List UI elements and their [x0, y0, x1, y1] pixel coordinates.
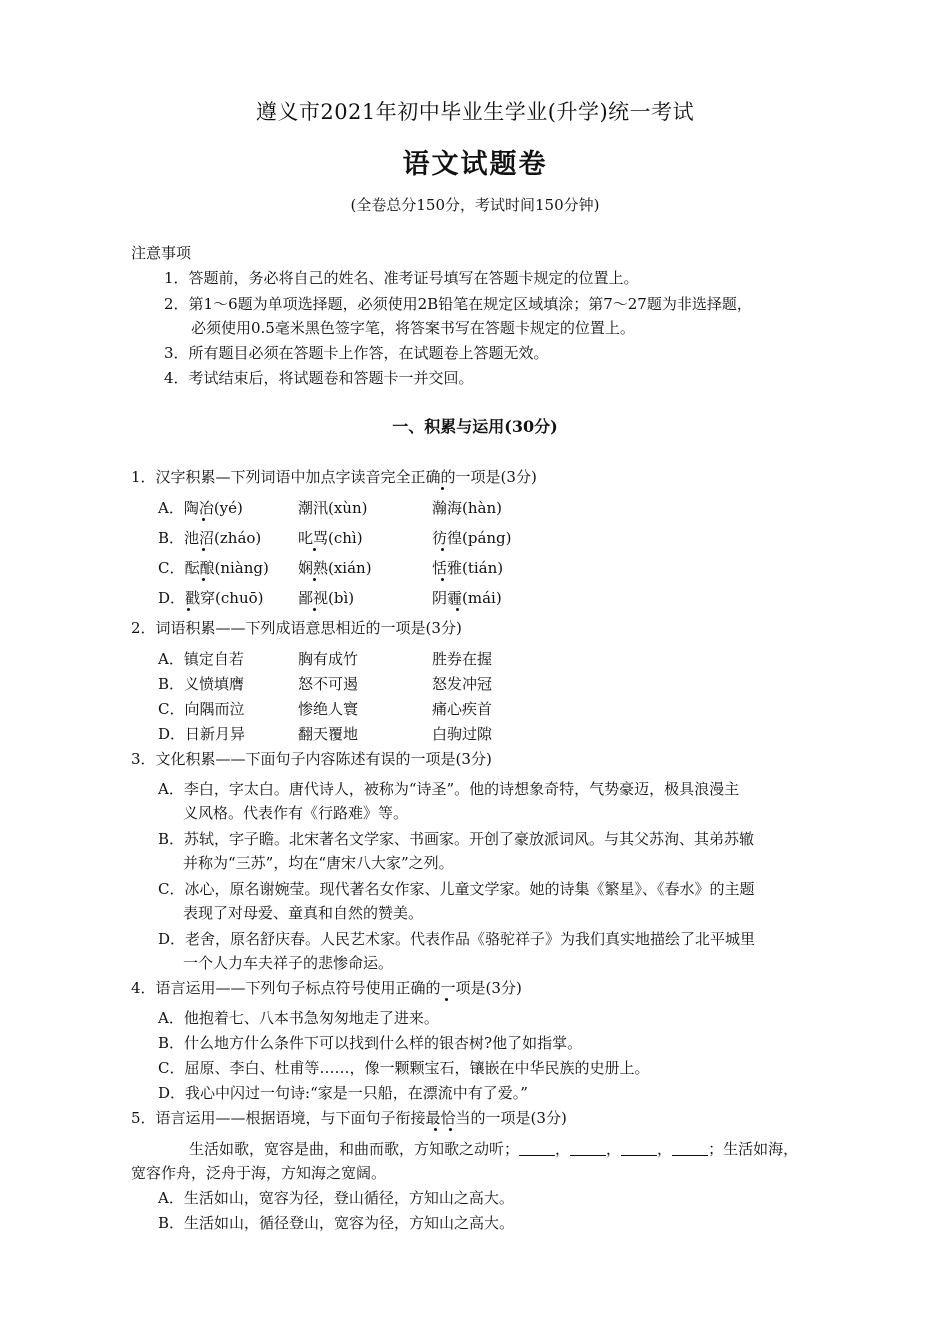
paper-title: 语文试题卷 [402, 149, 548, 180]
emphasis-dot [313, 548, 316, 551]
q5-passage-start: 生活如歌，宽容是曲，和曲而歌，方知歌之动听； [189, 1140, 520, 1158]
q1-option: 瀚海(hàn) [432, 499, 502, 517]
q3-line: 表现了对母爱、童真和自然的赞美。 [183, 904, 424, 922]
q4-option: B．什么地方什么条件下可以找到什么样的银杏树?他了如指掌。 [158, 1034, 583, 1052]
emphasis-dot [313, 608, 316, 611]
q3-line: D．老舍，原名舒庆春。人民艺术家。代表作品《骆驼祥子》为我们真实地描绘了北平城里 [158, 930, 756, 948]
q5-passage-line1 [189, 1139, 798, 1159]
emphasis-dot [202, 518, 205, 521]
note-item: 3．所有题目必须在答题卡上作答，在试题卷上答题无效。 [164, 344, 549, 362]
q2-option: 白驹过隙 [432, 725, 493, 743]
q5-option: B．生活如山，循径登山，宽容为径，方知山之高大。 [158, 1214, 515, 1232]
q1-option: 潮汛(xùn) [298, 499, 368, 517]
q2-option: C．向隅而泣 [158, 700, 245, 718]
q3-line: 一个人力车夫祥子的悲惨命运。 [183, 954, 394, 972]
question-2-stem: 2．词语积累——下列成语意思相近的一项是(3分) [131, 619, 462, 637]
q2-option: 怒不可遏 [298, 675, 359, 693]
q1-option: C．酝酿(niàng) [158, 559, 269, 577]
emphasis-dot [445, 998, 448, 1001]
emphasis-dot [456, 608, 459, 611]
emphasis-dot [313, 578, 316, 581]
q1-option: 恬雅(tián) [432, 559, 504, 577]
q5-separator: ， [657, 1140, 673, 1158]
emphasis-dot [434, 1128, 437, 1131]
emphasis-dot [441, 548, 444, 551]
answer-blank [672, 1141, 708, 1156]
q4-option: C．屈原、李白、杜甫等……，像一颗颗宝石，镶嵌在中华民族的史册上。 [158, 1059, 650, 1077]
q2-option: 怒发冲冠 [432, 675, 493, 693]
note-item: 必须使用0.5毫米黑色签字笔，将答案书写在答题卡规定的位置上。 [191, 319, 635, 337]
q3-line: 义风格。代表作有《行路难》等。 [183, 804, 409, 822]
note-item: 1．答题前，务必将自己的姓名、准考证号填写在答题卡规定的位置上。 [164, 269, 639, 287]
q5-separator: ， [606, 1140, 622, 1158]
q5-option: A．生活如山，宽容为径，登山循径，方知山之高大。 [158, 1189, 514, 1207]
question-4-stem: 4．语言运用——下列句子标点符号使用正确的一项是(3分) [131, 979, 522, 997]
answer-blank [519, 1141, 555, 1156]
q1-option: A．陶冶(yé) [158, 499, 243, 517]
emphasis-dot [449, 1128, 452, 1131]
q1-option: B．池沼(zháo) [158, 529, 262, 547]
emphasis-dot [441, 487, 444, 490]
q4-option: D．我心中闪过一句诗:“家是一只船，在漂流中有了爱。” [158, 1084, 528, 1102]
q3-line: A．李白，字太白。唐代诗人，被称为“诗圣”。他的诗想象奇特，气势豪迈，极具浪漫主 [158, 780, 740, 798]
q1-option: 娴熟(xián) [298, 559, 372, 577]
q5-passage-end: 生活如海， [723, 1140, 799, 1158]
q2-option: 痛心疾首 [432, 700, 493, 718]
q1-option: 叱骂(chì) [298, 529, 363, 547]
note-item: 2．第1～6题为单项选择题，必须使用2B铅笔在规定区域填涂；第7～27题为非选择题， [164, 295, 752, 313]
q3-line: C．冰心，原名谢婉莹。现代著名女作家、儿童文学家。她的诗集《繁星》、《春水》的主题 [158, 880, 755, 898]
question-3-stem: 3．文化积累——下面句子内容陈述有误的一项是(3分) [131, 750, 492, 768]
emphasis-dot [441, 578, 444, 581]
q5-passage-line2: 宽容作舟，泛舟于海，方知海之宽阔。 [131, 1164, 387, 1182]
answer-blank [621, 1141, 657, 1156]
emphasis-dot [202, 548, 205, 551]
q2-option: 惨绝人寰 [298, 700, 359, 718]
emphasis-dot [187, 608, 190, 611]
q2-option: 胜券在握 [432, 650, 493, 668]
question-5-stem: 5．语言运用——根据语境，与下面句子衔接最恰当的一项是(3分) [131, 1109, 567, 1127]
q1-option: 阴霾(mái) [432, 589, 502, 607]
emphasis-dot [202, 578, 205, 581]
exam-title: 遵义市2021年初中毕业生学业(升学)统一考试 [255, 100, 695, 124]
answer-blank [570, 1141, 606, 1156]
q3-line: B．苏轼，字子瞻。北宋著名文学家、书画家。开创了豪放派词风。与其父苏洵、其弟苏辙 [158, 830, 755, 848]
q2-option: 胸有成竹 [298, 650, 359, 668]
q2-option: B．义愤填膺 [158, 675, 245, 693]
q2-option: D．日新月异 [158, 725, 246, 743]
exam-info: (全卷总分150分，考试时间150分钟) [350, 196, 600, 214]
question-1-stem: 1．汉字积累—下列词语中加点字读音完全正确的一项是(3分) [131, 468, 537, 486]
q5-separator: ； [708, 1140, 724, 1158]
q5-separator: ， [555, 1140, 571, 1158]
notes-heading: 注意事项 [131, 244, 192, 262]
q3-line: 并称为“三苏”，均在“唐宋八大家”之列。 [183, 854, 454, 872]
section-title: 一、积累与运用(30分) [392, 417, 558, 436]
q2-option: A．镇定自若 [158, 650, 244, 668]
q4-option: A．他抱着七、八本书急匆匆地走了进来。 [158, 1009, 439, 1027]
q2-option: 翻天覆地 [298, 725, 359, 743]
q1-option: 鄙视(bì) [298, 589, 355, 607]
q1-option: 彷徨(páng) [432, 529, 512, 547]
note-item: 4．考试结束后，将试题卷和答题卡一并交回。 [164, 369, 474, 387]
q1-option: D．戳穿(chuō) [158, 589, 264, 607]
